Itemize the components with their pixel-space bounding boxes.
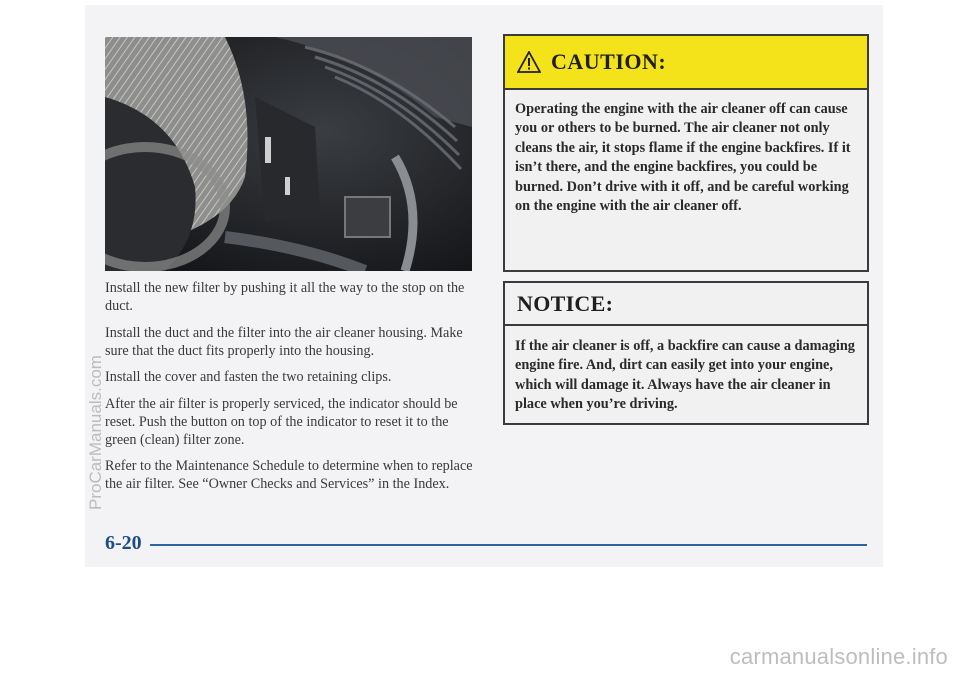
instruction-paragraph: Install the duct and the filter into the air cleaner housing. Make sure that the duct fits properly into the housing.: [105, 324, 463, 359]
warning-triangle-icon: [517, 51, 541, 73]
side-watermark: [84, 250, 114, 540]
notice-header: [505, 283, 867, 326]
caution-text: Operating the engine with the air cleaner off can cause you or others to be burned. The air cleaner not only cleans the air, it stops flame if the engine backfires. If it isn’t there, and the engine backfires, you could be burned. Don’t drive with it off, and be careful working on the engine with the air cleaner off.: [515, 101, 851, 215]
instruction-paragraph: Install the new filter by pushing it all the way to the stop on the duct.: [105, 280, 465, 314]
instruction-paragraph: After the air filter is properly serviced, the indicator should be reset. Push the button on top of the indicator to reset it to the green (clean) filter zone.: [105, 395, 458, 448]
footer-rule: [150, 544, 867, 546]
notice-title: NOTICE:: [517, 290, 614, 316]
notice-text: If the air cleaner is off, a backfire can cause a damaging engine fire. And, dirt can easily get into your engine, which will damage it. Always have the air cleaner in place when you’re driving.: [515, 338, 855, 413]
side-watermark-text: ProCarManuals.com: [86, 355, 105, 510]
instruction-paragraph: Install the cover and fasten the two retaining clips.: [105, 369, 392, 385]
instructions-text: [105, 279, 477, 502]
caution-title: CAUTION:: [551, 49, 667, 74]
notice-box: [503, 281, 869, 425]
caution-box: [503, 34, 869, 272]
instruction-paragraph: Refer to the Maintenance Schedule to determine when to replace the air filter. See “Owner Checks and Services” in the Index.: [105, 458, 473, 492]
page-number: 6-20: [105, 532, 142, 554]
footer-watermark: carmanualsonline.info: [729, 644, 948, 669]
engine-air-filter-photo: [105, 37, 472, 271]
air-filter-illustration: [105, 37, 472, 271]
caution-header: [505, 36, 867, 90]
